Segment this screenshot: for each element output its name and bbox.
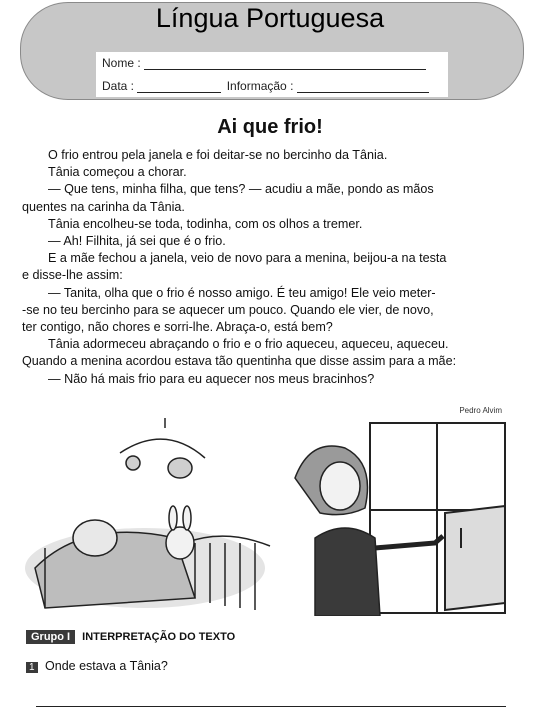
name-row bbox=[102, 56, 426, 70]
story-line: — Tanita, olha que o frio é nosso amigo. É teu amigo! Ele veio meter- bbox=[48, 285, 436, 300]
info-field[interactable] bbox=[297, 81, 429, 93]
date-label: Data : bbox=[102, 79, 135, 93]
story-title: Ai que frio! bbox=[217, 116, 323, 138]
story-line: — Que tens, minha filha, que tens? — acudiu a mãe, pondo as mãos bbox=[48, 182, 434, 197]
date-field[interactable] bbox=[137, 81, 221, 93]
story-line: — Não há mais frio para eu aquecer nos meus bracinhos? bbox=[48, 371, 375, 386]
story-line: O frio entrou pela janela e foi deitar-se no bercinho da Tânia. bbox=[48, 148, 388, 162]
info-label: Informação : bbox=[226, 79, 294, 93]
question-1 bbox=[26, 659, 168, 673]
question-number: 1 bbox=[26, 662, 38, 673]
story-line: Quando a menina acordou estava tão quentinha que disse assim para a mãe: bbox=[22, 354, 457, 369]
story-line: ter contigo, não chores e sorri-lhe. Abraça-o, está bem? bbox=[22, 320, 333, 335]
story-text bbox=[22, 147, 522, 388]
exercise-group-heading bbox=[26, 630, 235, 644]
story-illustration bbox=[25, 418, 515, 616]
story-line: Tânia começou a chorar. bbox=[48, 165, 187, 180]
story-line: quentes na carinha da Tânia. bbox=[22, 199, 185, 214]
window-illustration bbox=[370, 423, 505, 613]
story-line: e disse-lhe assim: bbox=[22, 268, 123, 283]
answer-line[interactable] bbox=[36, 706, 506, 707]
name-label: Nome : bbox=[102, 56, 141, 70]
question-text: Onde estava a Tânia? bbox=[45, 659, 168, 673]
story-line: Tânia encolheu-se toda, todinha, com os olhos a tremer. bbox=[48, 216, 363, 231]
group-badge: Grupo I bbox=[26, 630, 75, 644]
story-line: — Ah! Filhita, já sei que é o frio. bbox=[48, 234, 226, 249]
author-credit: Pedro Alvim bbox=[459, 406, 502, 415]
name-field[interactable] bbox=[144, 58, 426, 70]
story-line: Tânia adormeceu abraçando o frio e o frio aqueceu, aqueceu, aqueceu. bbox=[48, 337, 449, 352]
student-info-box bbox=[96, 52, 448, 97]
group-title: INTERPRETAÇÃO DO TEXTO bbox=[82, 631, 236, 643]
subject-title: Língua Portuguesa bbox=[155, 3, 385, 33]
date-info-row bbox=[102, 79, 429, 93]
story-line: -se no teu bercinho para se aquecer um pouco. Quando ele vier, de novo, bbox=[22, 302, 434, 317]
story-line: E a mãe fechou a janela, veio de novo para a menina, beijou-a na testa bbox=[48, 251, 447, 266]
